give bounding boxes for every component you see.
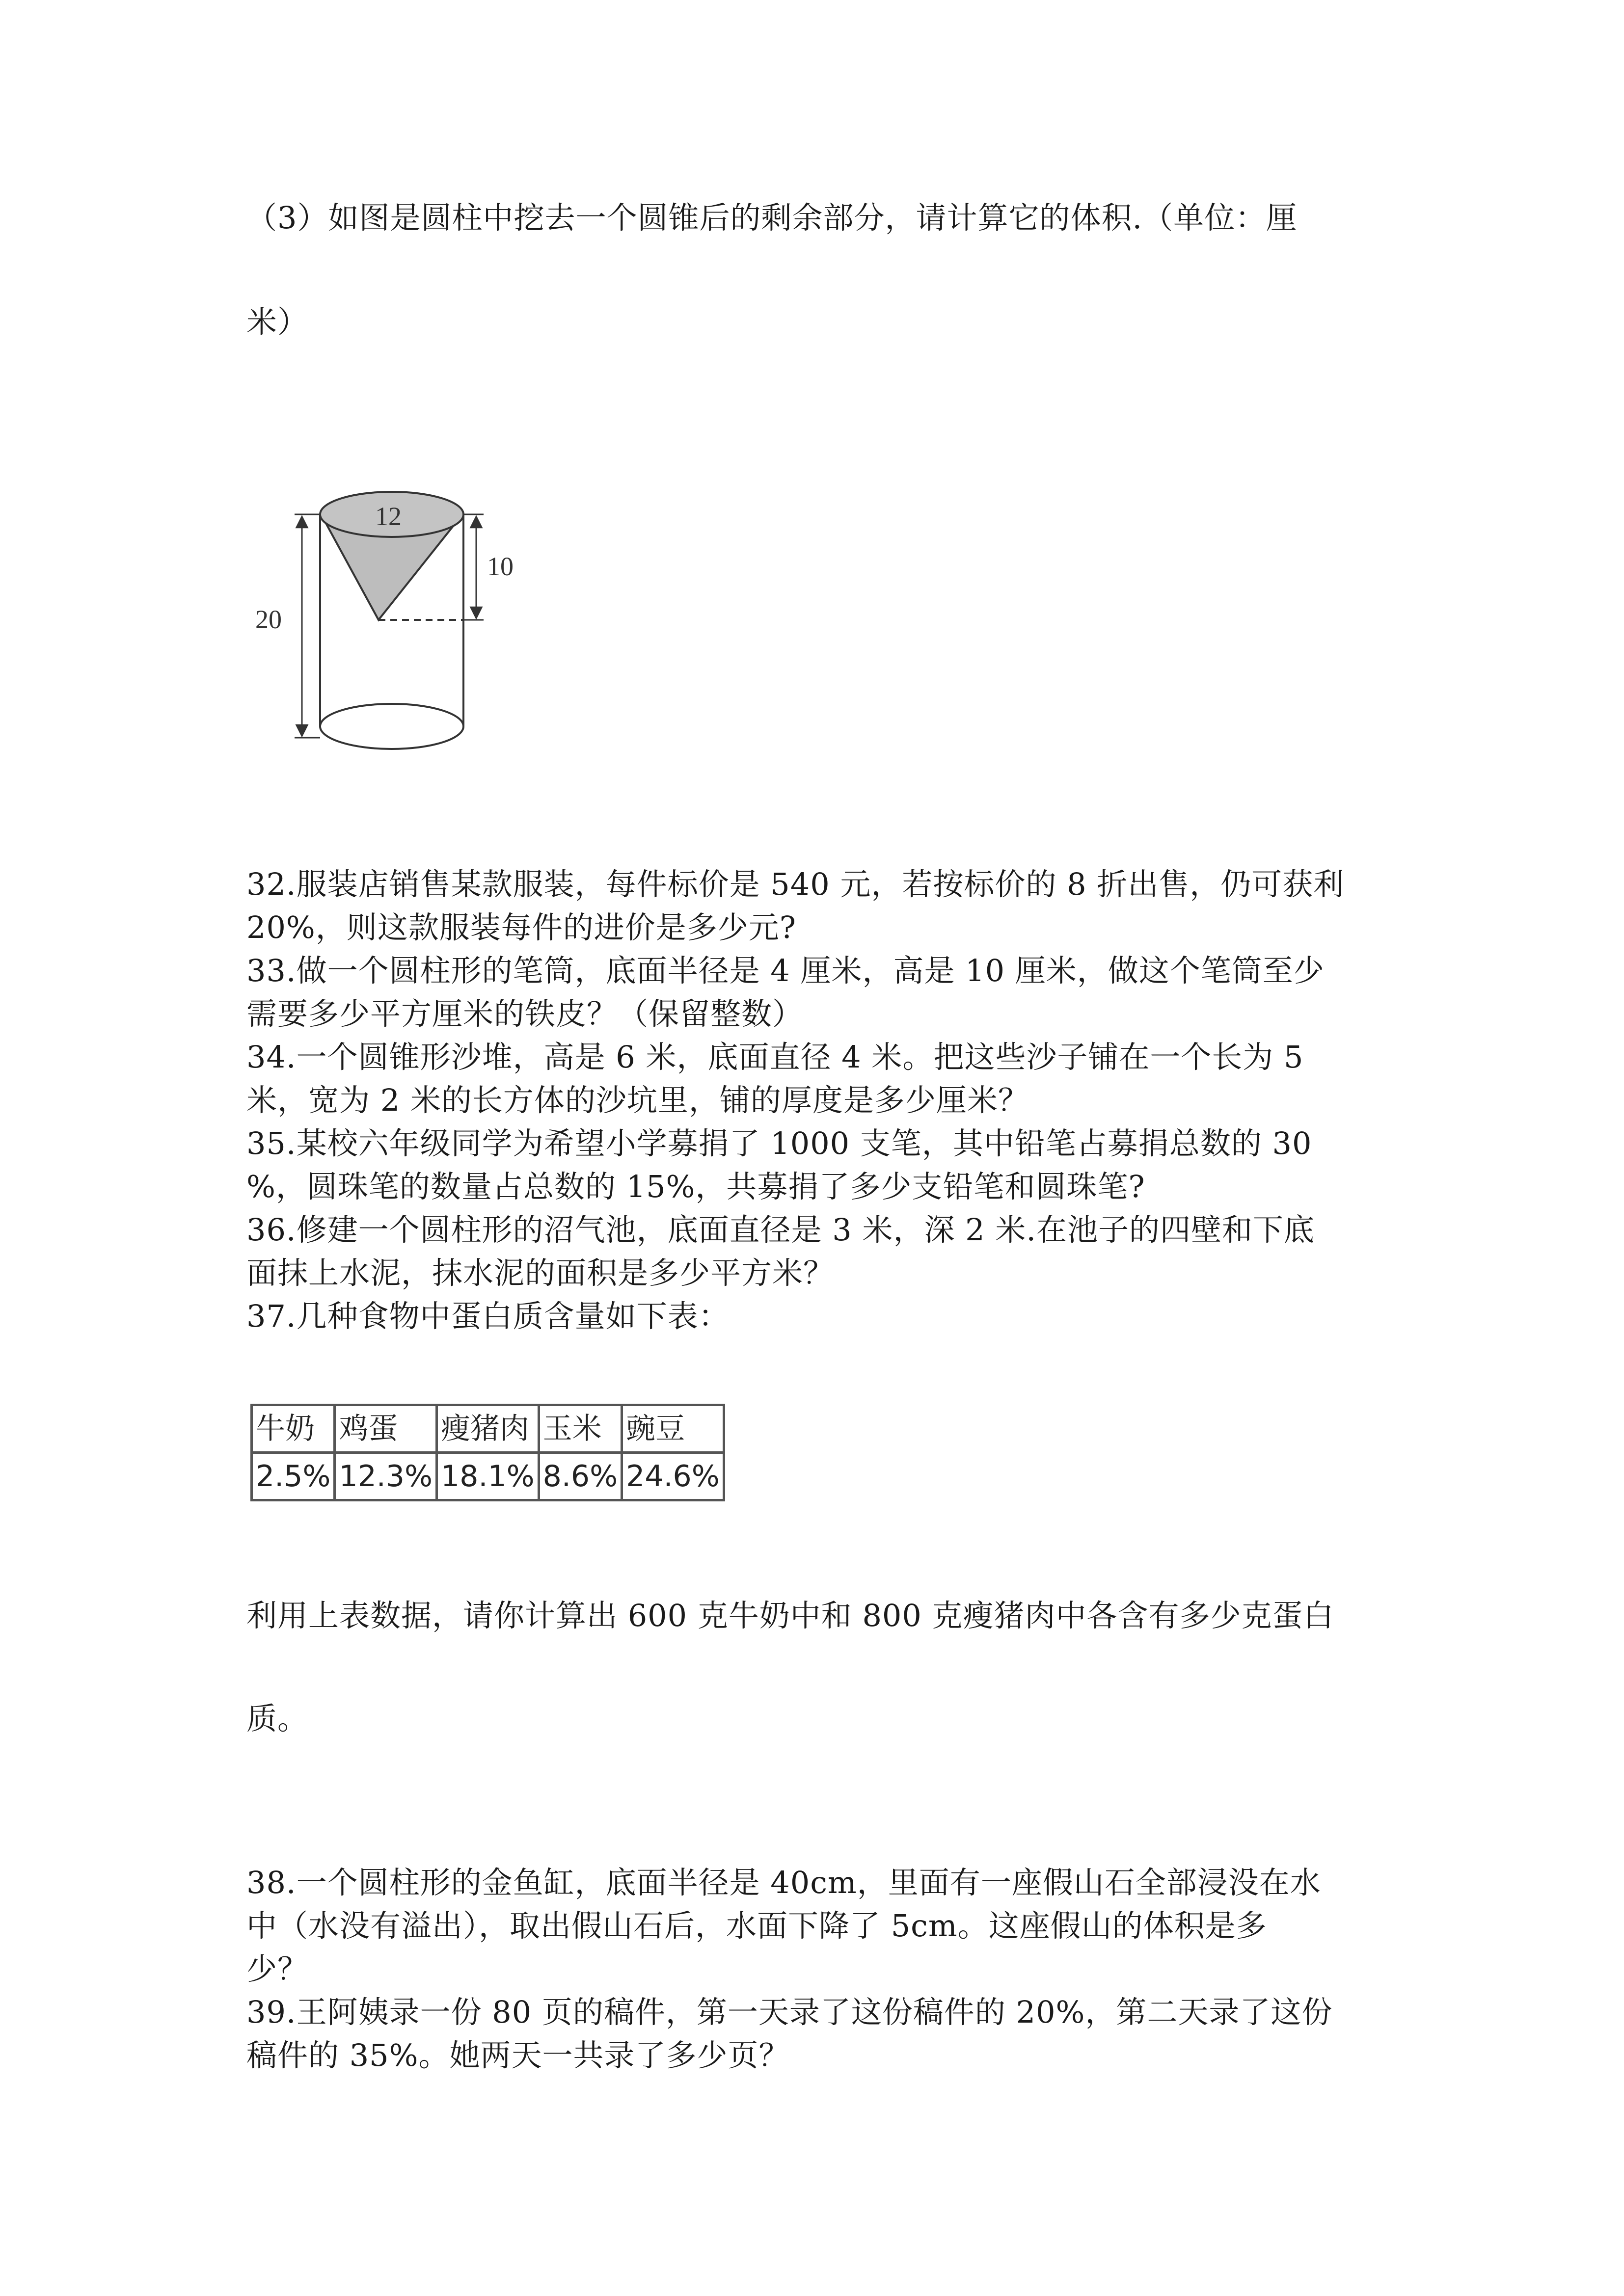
table-header-cell: 玉米: [539, 1405, 622, 1453]
cylinder-height-label: 20: [255, 605, 282, 634]
table-header-cell: 鸡蛋: [335, 1405, 437, 1453]
problem-39-line-2: 稿件的 35%。她两天一共录了多少页？: [246, 2037, 790, 2073]
cone-radius-label: 12: [375, 502, 402, 531]
problem-31-3-text-line-2: 米）: [246, 304, 309, 340]
problem-33-line-1: 33.做一个圆柱形的笔筒，底面半径是 4 厘米，高是 10 厘米，做这个笔筒至少: [246, 953, 1325, 988]
cylinder-cone-figure: [231, 471, 535, 766]
problem-38-line-2: 中（水没有溢出），取出假山石后，水面下降了 5cm。这座假山的体积是多: [246, 1908, 1267, 1944]
table-value-cell: 8.6%: [539, 1453, 622, 1500]
problem-35-line-1: 35.某校六年级同学为希望小学募捐了 1000 支笔，其中铅笔占募捐总数的 30: [246, 1125, 1312, 1161]
problem-32-line-2: 20%，则这款服装每件的进价是多少元?: [246, 909, 797, 945]
problem-35-line-2: %，圆珠笔的数量占总数的 15%，共募捐了多少支铅笔和圆珠笔?: [246, 1169, 1145, 1204]
table-value-row: [252, 1453, 724, 1500]
problem-37-question-line-2: 质。: [246, 1701, 309, 1736]
cone-height-label: 10: [487, 552, 514, 581]
table-value-cell: 18.1%: [437, 1453, 539, 1500]
problem-37-question-line-1: 利用上表数据，请你计算出 600 克牛奶中和 800 克瘦猪肉中各含有多少克蛋白: [246, 1598, 1334, 1633]
protein-content-table: [250, 1404, 725, 1501]
table-header-cell: 瘦猪肉: [437, 1405, 539, 1453]
cylinder-bottom-ellipse: [320, 704, 463, 749]
table-header-cell: 豌豆: [622, 1405, 724, 1453]
problem-34-line-1: 34.一个圆锥形沙堆，高是 6 米，底面直径 4 米。把这些沙子铺在一个长为 5: [246, 1039, 1304, 1075]
problem-38-line-3: 少？: [246, 1951, 309, 1987]
problem-36-line-2: 面抹上水泥，抹水泥的面积是多少平方米？: [246, 1255, 835, 1291]
table-header-row: [252, 1405, 724, 1453]
problem-38-line-1: 38.一个圆柱形的金鱼缸，底面半径是 40cm，里面有一座假山石全部浸没在水: [246, 1865, 1321, 1900]
table-header-cell: 牛奶: [252, 1405, 335, 1453]
problem-32-line-1: 32.服装店销售某款服装，每件标价是 540 元，若按标价的 8 折出售，仍可获利: [246, 866, 1345, 902]
problem-33-line-2: 需要多少平方厘米的铁皮？（保留整数）: [246, 996, 804, 1032]
problem-31-3-text-line-1: （3）如图是圆柱中挖去一个圆锥后的剩余部分，请计算它的体积.（单位：厘: [246, 200, 1298, 236]
problem-39-line-1: 39.王阿姨录一份 80 页的稿件，第一天录了这份稿件的 20%，第二天录了这份: [246, 1994, 1333, 2030]
problem-36-line-1: 36.修建一个圆柱形的沼气池，底面直径是 3 米，深 2 米.在池子的四壁和下底: [246, 1212, 1315, 1248]
problem-37-line-1: 37.几种食物中蛋白质含量如下表：: [246, 1298, 730, 1334]
table-value-cell: 2.5%: [252, 1453, 335, 1500]
problem-34-line-2: 米，宽为 2 米的长方体的沙坑里，铺的厚度是多少厘米？: [246, 1082, 1029, 1118]
table-value-cell: 12.3%: [335, 1453, 437, 1500]
table-value-cell: 24.6%: [622, 1453, 724, 1500]
